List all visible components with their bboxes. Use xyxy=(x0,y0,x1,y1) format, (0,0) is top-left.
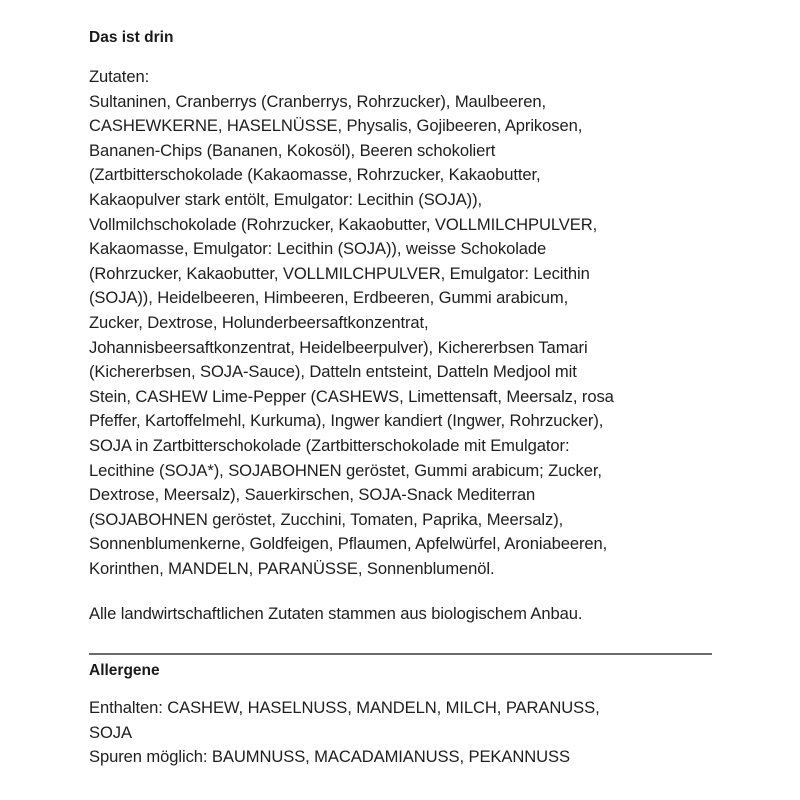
ingredients-section xyxy=(89,28,719,627)
ingredients-line: Sultaninen, Cranberrys (Cranberrys, Rohrzucker), Maulbeeren, xyxy=(89,91,546,111)
ingredients-line: (SOJA)), Heidelbeeren, Himbeeren, Erdbeeren, Gummi arabicum, xyxy=(89,288,569,308)
allergens-contains-line: SOJA xyxy=(89,722,132,742)
allergens-text xyxy=(89,696,719,770)
ingredients-line: Kakaopulver stark entölt, Emulgator: Lecithin (SOJA)), xyxy=(89,189,483,209)
section-divider xyxy=(89,653,712,655)
ingredients-line: CASHEWKERNE, HASELNÜSSE, Physalis, Gojibeeren, Aprikosen, xyxy=(89,116,583,136)
ingredients-line: Korinthen, MANDELN, PARANÜSSE, Sonnenblumenöl. xyxy=(89,558,495,578)
allergens-contains-line: Enthalten: CASHEW, HASELNUSS, MANDELN, MILCH, PARANUSS, xyxy=(89,698,600,717)
allergens-section xyxy=(89,661,719,770)
ingredients-line: (SOJABOHNEN geröstet, Zucchini, Tomaten, Paprika, Meersalz), xyxy=(89,509,564,529)
ingredients-line: Lecithine (SOJA*), SOJABOHNEN geröstet, Gummi arabicum; Zucker, xyxy=(89,460,602,480)
ingredients-heading: Das ist drin xyxy=(89,29,174,46)
ingredients-line: (Rohrzucker, Kakaobutter, VOLLMILCHPULVER, Emulgator: Lecithin xyxy=(89,263,590,283)
ingredients-line: Dextrose, Meersalz), Sauerkirschen, SOJA-Snack Mediterran xyxy=(89,485,536,505)
ingredients-line: Bananen-Chips (Bananen, Kokosöl), Beeren schokoliert xyxy=(89,140,496,160)
ingredients-line: SOJA in Zartbitterschokolade (Zartbitterschokolade mit Emulgator: xyxy=(89,435,570,455)
ingredients-text xyxy=(89,65,719,581)
ingredients-line: Pfeffer, Kartoffelmehl, Kurkuma), Ingwer kandiert (Ingwer, Rohrzucker), xyxy=(89,411,604,431)
ingredients-label: Zutaten: xyxy=(89,67,150,86)
ingredients-line: Sonnenblumenkerne, Goldfeigen, Pflaumen, Apfelwürfel, Aroniabeeren, xyxy=(89,534,608,554)
ingredients-line: Stein, CASHEW Lime-Pepper (CASHEWS, Limettensaft, Meersalz, rosa xyxy=(89,386,614,406)
ingredients-line: (Kichererbsen, SOJA-Sauce), Datteln entsteint, Datteln Medjool mit xyxy=(89,362,577,382)
ingredients-line: (Zartbitterschokolade (Kakaomasse, Rohrzucker, Kakaobutter, xyxy=(89,165,541,185)
allergens-heading: Allergene xyxy=(89,662,160,679)
ingredients-line: Zucker, Dextrose, Holunderbeersaftkonzentrat, xyxy=(89,312,429,332)
ingredients-line: Johannisbeersaftkonzentrat, Heidelbeerpulver), Kichererbsen Tamari xyxy=(89,337,588,357)
organic-note: Alle landwirtschaftlichen Zutaten stammen aus biologischem Anbau. xyxy=(89,604,583,624)
ingredients-line: Vollmilchschokolade (Rohrzucker, Kakaobutter, VOLLMILCHPULVER, xyxy=(89,214,598,234)
allergens-traces-line: Spuren möglich: BAUMNUSS, MACADAMIANUSS, PEKANNUSS xyxy=(89,747,570,767)
ingredients-line: Kakaomasse, Emulgator: Lecithin (SOJA)), weisse Schokolade xyxy=(89,239,547,259)
